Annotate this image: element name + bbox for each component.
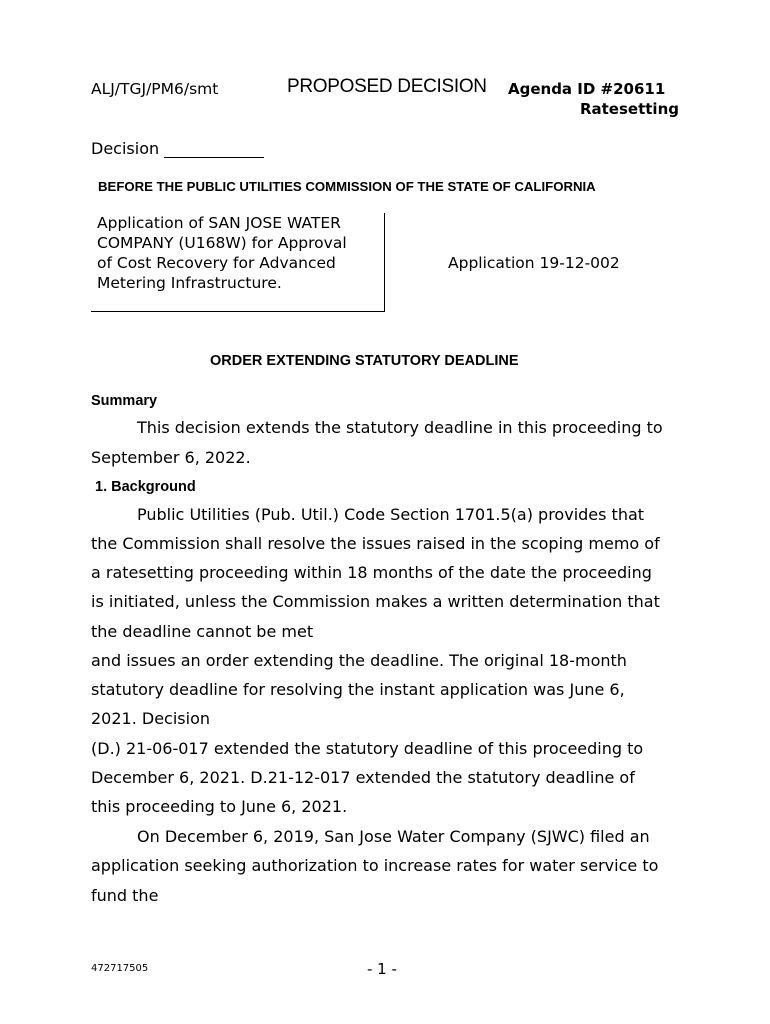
caption-line: COMPANY (U168W) for Approval	[97, 234, 347, 252]
background-line: 2021. Decision	[91, 709, 211, 728]
background-line: statutory deadline for resolving the instant application was June 6,	[91, 680, 625, 699]
proposed-decision-title: PROPOSED DECISION	[287, 76, 487, 97]
background-line: this proceeding to June 6, 2021.	[91, 797, 348, 816]
docket-code: ALJ/TGJ/PM6/smt	[91, 80, 219, 98]
background-line: fund the	[91, 886, 159, 905]
background-line: and issues an order extending the deadline. The original 18-month	[91, 651, 627, 670]
background-line: (D.) 21-06-017 extended the statutory deadline of this proceeding to	[91, 739, 644, 758]
background-line: is initiated, unless the Commission makes a written determination that	[91, 592, 660, 611]
proceeding-type: Ratesetting	[579, 100, 679, 118]
summary-line: This decision extends the statutory deadline in this proceeding to	[137, 418, 663, 437]
order-title: ORDER EXTENDING STATUTORY DEADLINE	[210, 353, 519, 369]
summary-heading: Summary	[91, 393, 158, 409]
background-line: the Commission shall resolve the issues raised in the scoping memo of	[91, 534, 660, 553]
decision-label: Decision	[91, 139, 160, 158]
commission-heading: BEFORE THE PUBLIC UTILITIES COMMISSION OF THE STATE OF CALIFORNIA	[98, 179, 596, 194]
background-heading: 1. Background	[95, 479, 196, 495]
agenda-id: Agenda ID #20611	[508, 80, 666, 98]
summary-line: September 6, 2022.	[91, 448, 251, 467]
caption-line: Application of SAN JOSE WATER	[97, 214, 341, 232]
background-line: application seeking authorization to increase rates for water service to	[91, 856, 659, 875]
background-line: December 6, 2021. D.21-12-017 extended the statutory deadline of	[91, 768, 635, 787]
background-line: the deadline cannot be met	[91, 622, 314, 641]
decision-number-blank-line	[164, 157, 264, 158]
background-line: Public Utilities (Pub. Util.) Code Section 1701.5(a) provides that	[137, 505, 645, 524]
application-number: Application 19-12-002	[448, 254, 620, 272]
footer-document-id: 472717505	[91, 963, 149, 974]
background-line: a ratesetting proceeding within 18 months of the date the proceeding	[91, 563, 652, 582]
page-number: - 1 -	[367, 960, 397, 978]
background-line: On December 6, 2019, San Jose Water Company (SJWC) filed an	[137, 827, 650, 846]
caption-line: of Cost Recovery for Advanced	[97, 254, 336, 272]
caption-line: Metering Infrastructure.	[97, 274, 282, 292]
